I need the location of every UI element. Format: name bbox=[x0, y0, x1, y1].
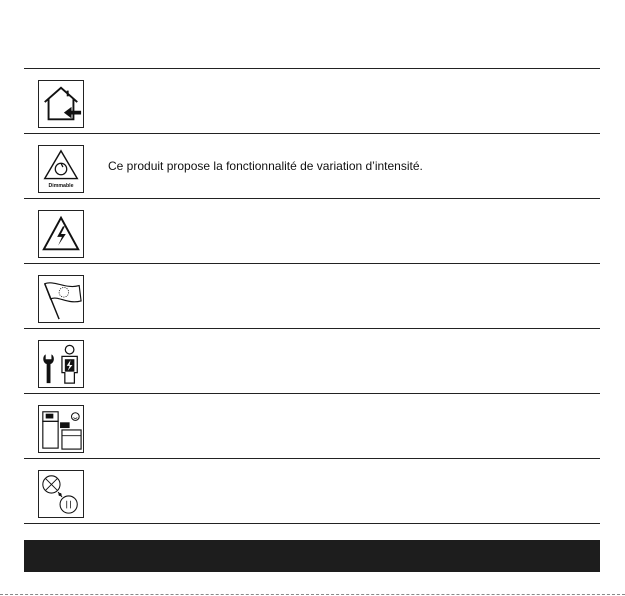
symbol-row-hazard bbox=[24, 199, 600, 264]
symbol-row-dimmable bbox=[24, 134, 600, 199]
section-header-bar bbox=[24, 540, 600, 572]
recycling-disposal-icon bbox=[38, 405, 84, 453]
symbol-row-eu bbox=[24, 264, 600, 329]
eu-flag-icon bbox=[38, 275, 84, 323]
electrical-hazard-icon bbox=[38, 210, 84, 258]
symbol-row-indoor bbox=[24, 69, 600, 134]
symbols-table bbox=[24, 68, 600, 524]
symbol-row-bulb bbox=[24, 459, 600, 524]
dimmable-icon bbox=[38, 145, 84, 193]
bulb-replace-icon bbox=[38, 470, 84, 518]
symbol-text: Ce produit propose la fonctionnalité de variation d’intensité. bbox=[108, 159, 423, 173]
electrician-icon bbox=[38, 340, 84, 388]
symbol-row-electrician bbox=[24, 329, 600, 394]
indoor-use-icon bbox=[38, 80, 84, 128]
symbol-row-disposal bbox=[24, 394, 600, 459]
dimmable-icon-label: Dimmable bbox=[48, 183, 74, 190]
